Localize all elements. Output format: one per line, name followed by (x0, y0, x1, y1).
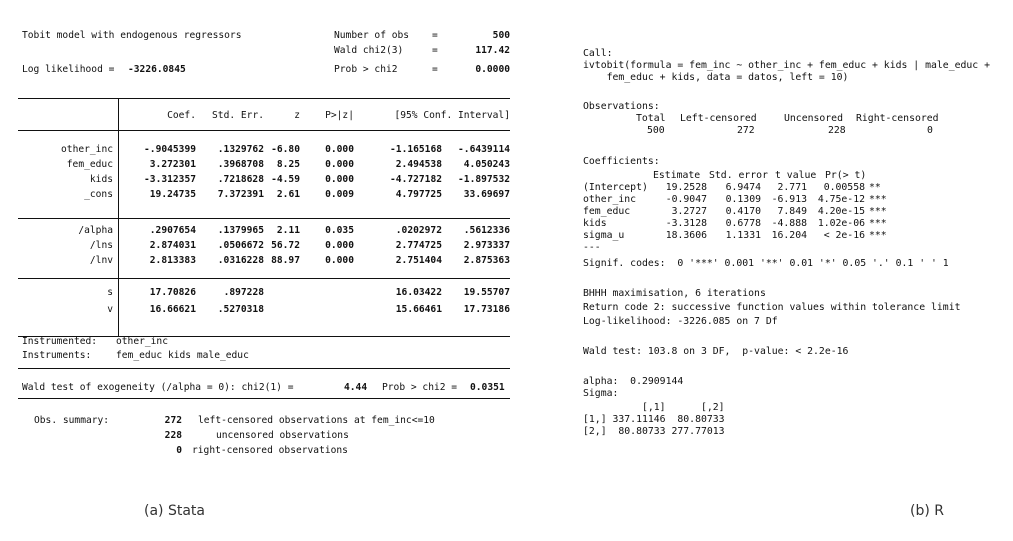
table-row: /alpha .2907654 .1379965 2.11 0.035 .0202972 .5612336 (78, 225, 510, 236)
table-block-rule (18, 278, 510, 279)
r-obs-value: 272 (737, 125, 755, 136)
r-wald: Wald test: 103.8 on 3 DF, p-value: < 2.2e-16 (583, 346, 849, 357)
r-signif-codes: Signif. codes: 0 '***' 0.001 '**' 0.01 '*' 0.05 '.' 0.1 ' ' 1 (583, 258, 949, 269)
r-sigma-header: [,1] [,2] (583, 402, 725, 413)
stat-eq: = (432, 64, 438, 75)
table-row: kids -3.3128 0.6778 -4.888 1.02e-06 *** (583, 218, 887, 229)
loglik-label: Log likelihood = (22, 64, 121, 75)
table-row: sigma_u 18.3606 1.1331 16.204 < 2e-16 *** (583, 230, 887, 241)
stat-label: Wald chi2(3) (334, 45, 404, 56)
r-coef-header: t value (775, 170, 817, 181)
r-obs-header: Uncensored (784, 113, 843, 124)
table-row: v 16.66621 .5270318 15.66461 17.73186 (107, 304, 510, 315)
r-call-label: Call: (583, 48, 613, 59)
obs-count: 272 (164, 415, 182, 426)
obs-summary-label: Obs. summary: (34, 415, 110, 426)
table-row: kids -3.312357 .7218628 -4.59 0.000 -4.727182 -1.897532 (89, 174, 510, 185)
col-header-se: Std. Err. (212, 110, 264, 121)
table-top-rule (18, 98, 510, 99)
table-header-rule (18, 130, 510, 131)
stata-title: Tobit model with endogenous regressors (22, 30, 242, 41)
r-obs-value: 500 (647, 125, 665, 136)
instrumented-value: other_inc (116, 336, 168, 347)
table-row: s 17.70826 .897228 16.03422 19.55707 (107, 287, 510, 298)
loglik-value: -3226.0845 (128, 64, 186, 75)
separator-rule (18, 368, 510, 369)
stat-value: 117.42 (475, 45, 510, 56)
instrumented-label: Instrumented: (22, 336, 98, 347)
table-row: /lnv 2.813383 .0316228 88.97 0.000 2.751404 2.875363 (89, 255, 510, 266)
r-obs-value: 228 (828, 125, 846, 136)
r-output-panel (583, 48, 1003, 468)
r-obs-header: Right-censored (856, 113, 939, 124)
r-sigma-row: [1,] 337.11146 80.80733 (583, 414, 725, 425)
wald-exo-chi: 4.44 (344, 382, 368, 393)
r-coef-header: Pr(> t) (825, 170, 867, 181)
stata-output-panel (18, 28, 518, 468)
table-row: fem_educ 3.272301 .3968708 8.25 0.000 2.494538 4.050243 (66, 159, 510, 170)
r-obs-value: 0 (927, 125, 933, 136)
instruments-label: Instruments: (22, 350, 92, 361)
col-header-ci: [95% Conf. Interval] (394, 110, 510, 121)
stat-label: Number of obs (334, 30, 410, 41)
r-dashes: --- (583, 242, 601, 253)
obs-count: 228 (164, 430, 182, 441)
r-obs-label: Observations: (583, 101, 660, 112)
r-call-line: fem_educ + kids, data = datos, left = 10) (583, 72, 849, 83)
r-return-code: Return code 2: successive function values within tolerance limit (583, 302, 961, 313)
wald-exo-prob: 0.0351 (470, 382, 505, 393)
instruments-value: fem_educ kids male_educ (116, 350, 249, 361)
r-bhhh: BHHH maximisation, 6 iterations (583, 288, 766, 299)
r-loglik: Log-likelihood: -3226.085 on 7 Df (583, 316, 778, 327)
table-row: /lns 2.874031 .0506672 56.72 0.000 2.774725 2.973337 (89, 240, 510, 251)
stat-eq: = (432, 45, 438, 56)
stat-label: Prob > chi2 (334, 64, 398, 75)
r-sigma-label: Sigma: (583, 388, 619, 399)
r-alpha: alpha: 0.2909144 (583, 376, 684, 387)
table-row: (Intercept) 19.2528 6.9474 2.771 0.00558 ** (583, 182, 881, 193)
table-row: _cons 19.24735 7.372391 2.61 0.009 4.797725 33.69697 (84, 189, 510, 200)
caption-stata: (a) Stata (144, 503, 205, 519)
col-header-coef: Coef. (167, 110, 196, 121)
r-sigma-row: [2,] 80.80733 277.77013 (583, 426, 725, 437)
stat-value: 0.0000 (475, 64, 510, 75)
separator-rule (18, 398, 510, 399)
table-row: fem_educ 3.2727 0.4170 7.849 4.20e-15 *** (583, 206, 887, 217)
r-coef-label: Coefficients: (583, 156, 660, 167)
r-obs-header: Left-censored (680, 113, 757, 124)
obs-text: right-censored observations (192, 445, 348, 456)
wald-exo-text: Wald test of exogeneity (/alpha = 0): chi2(1) = (22, 382, 294, 393)
r-obs-header: Total (636, 113, 666, 124)
table-row: other_inc -0.9047 0.1309 -6.913 4.75e-12 *** (583, 194, 887, 205)
col-header-p: P>|z| (325, 110, 354, 121)
obs-text: left-censored observations at fem_inc<=10 (198, 415, 435, 426)
r-coef-header: Estimate (653, 170, 701, 181)
caption-r: (b) R (910, 503, 944, 519)
r-call-line: ivtobit(formula = fem_inc ~ other_inc + fem_educ + kids | male_educ + (583, 60, 990, 71)
table-block-rule (18, 218, 510, 219)
table-row: other_inc -.9045399 .1329762 -6.80 0.000 -1.165168 -.6439114 (61, 144, 510, 155)
stat-eq: = (432, 30, 438, 41)
wald-exo-prob-label: Prob > chi2 = (382, 382, 458, 393)
table-vertical-rule (118, 98, 119, 336)
obs-count: 0 (176, 445, 182, 456)
stat-value: 500 (492, 30, 510, 41)
col-header-z: z (294, 110, 300, 121)
obs-text: uncensored observations (216, 430, 349, 441)
r-coef-header: Std. error (709, 170, 768, 181)
